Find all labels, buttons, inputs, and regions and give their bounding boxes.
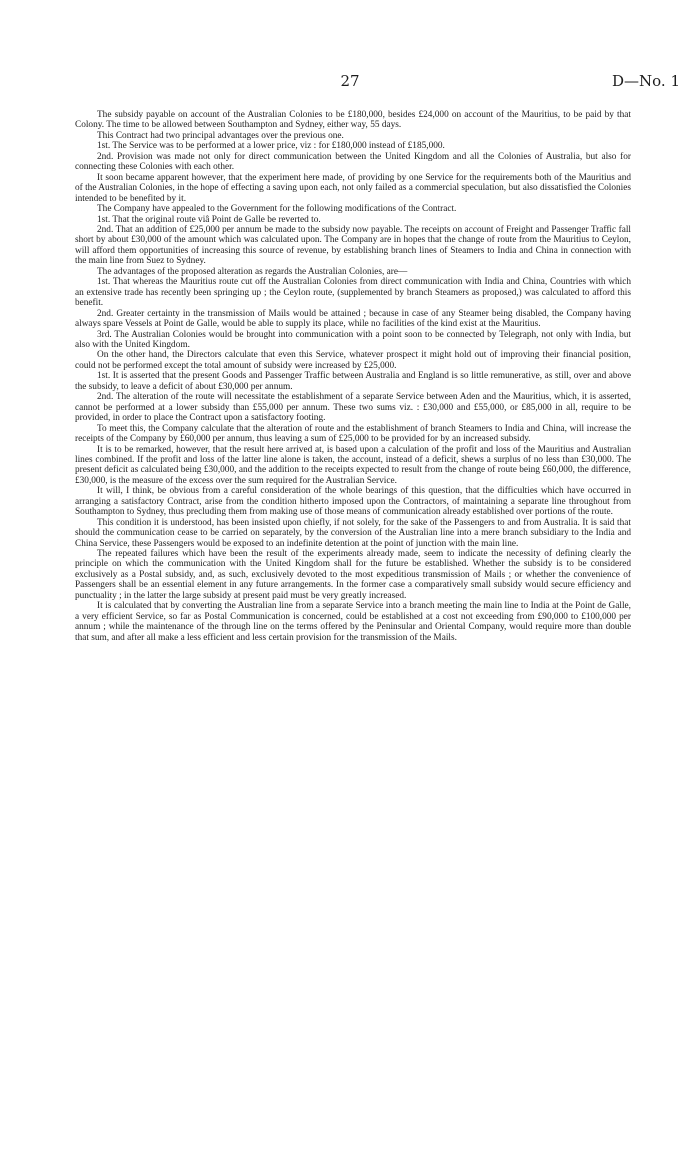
paragraph: It soon became apparent however, that the experiment here made, of providing by one Service for the requirements both of the Mauritius and of the Australian Colonies, in the hope of effecting a saving upon each, not only failed as a commercial speculation, but also dissatisfied the Colonies intended to be benefited by it. bbox=[75, 172, 631, 204]
paragraph: The repeated failures which have been the result of the experiments already made, seem to indicate the necessity of defining clearly the principle on which the communication with the United Kingdom shall for the future be established. Whether the subsidy is to be considered exclusively as a Postal subsidy, and, as such, exclusively devoted to the most expeditious transmission of Mails ; or whether the convenience of Passengers shall be an essential element in any future arrangements. In the former case a comparatively small subsidy would secure efficiency and punctuality ; in the latter the large subsidy at present paid must be very greatly increased. bbox=[75, 549, 631, 601]
paragraph: It is to be remarked, however, that the result here arrived at, is based upon a calculation of the profit and loss of the Mauritius and Australian lines combined. If the profit and loss of the latter line alone is taken, the account, instead of a deficit, shews a surplus of no less than £30,000. The present deficit as calculated being £30,000, and the addition to the receipts expected to result from the change of route being £60,000, the difference, £30,000, is the measure of the excess over the sum required for the Australian Service. bbox=[75, 444, 631, 486]
paragraph: The advantages of the proposed alteration as regards the Australian Colonies, are— bbox=[97, 266, 408, 277]
paragraph: 3rd. The Australian Colonies would be brought into communication with a point soon to be connected by Telegraph, not only with India, but also with the United Kingdom. bbox=[75, 329, 631, 350]
paragraph: 2nd. Greater certainty in the transmission of Mails would be attained ; because in case of any Steamer being disabled, the Company having always spare Vessels at Point de Galle, would be able to supply its place, while no facilities of the kind exist at the Mauritius. bbox=[75, 308, 631, 330]
paragraph: 2nd. The alteration of the route will necessitate the establishment of a separate Service between Aden and the Mauritius, which, it is asserted, cannot be performed at a lower subsidy than £55,000 per annum. These two sums viz. : £30,000 and £55,000, or £85,000 in all, require to be provided, in order to place the Contract upon a satisfactory footing. bbox=[75, 392, 631, 424]
paragraph: On the other hand, the Directors calculate that even this Service, whatever prospect it might hold out of improving their financial position, could not be performed except the total amount of subsidy were increased by £25,000. bbox=[75, 350, 631, 371]
page-number: 27 bbox=[340, 72, 360, 90]
paragraph: This condition it is understood, has been insisted upon chiefly, if not solely, for the sake of the Passengers to and from Australia. It is said that should the communication cease to be carried on separately, by the conversion of the Australian line into a mere branch subsidiary to the India and China Service, these Passengers would be exposed to an indefinite detention at the point of junction with the main line. bbox=[75, 517, 631, 549]
paragraph: It is calculated that by converting the Australian line from a separate Service into a branch meeting the main line to India at the Point de Galle, a very efficient Service, so far as Postal Communication is concerned, could be established at a cost not exceeding from £90,000 to £100,000 per annum ; while the maintenance of the through line on the terms offered by the Peninsular and Oriental Company, would require more than double that sum, and after all make a less efficient and less certain provision for the transmission of the Mails. bbox=[75, 601, 631, 643]
paragraph: To meet this, the Company calculate that the alteration of route and the establishment of branch Steamers to India and China, will increase the receipts of the Company by £60,000 per annum, thus leaving a sum of £25,000 to be provided for by an increased subsidy. bbox=[75, 423, 631, 445]
paragraph: It will, I think, be obvious from a careful consideration of the whole bearings of this question, that the difficulties which have occurred in arranging a satisfactory Contract, arise from the condition hitherto imposed upon the Contractors, of maintaining a separate line throughout from Southampton to Sydney, thus precluding them from making use of those means of communication already established over portions of the route. bbox=[75, 486, 631, 518]
paragraph: 1st. That whereas the Mauritius route cut off the Australian Colonies from direct communication with India and China, Countries with which an extensive trade has recently been springing up ; the Ceylon route, (supplemented by branch Steamers as proposed,) was calculated to afford this benefit. bbox=[75, 277, 631, 309]
body-text bbox=[75, 110, 631, 643]
document-reference: D—No. 1 bbox=[612, 72, 680, 90]
paragraph: 2nd. Provision was made not only for direct communication between the United Kingdom and all the Colonies of Australia, but also for connecting these Colonies with each other. bbox=[75, 151, 631, 173]
paragraph: The subsidy payable on account of the Australian Colonies to be £180,000, besides £24,000 on account of the Mauritius, to be paid by that Colony. The time to be allowed between Southampton and Sydney, either way, 55 days. bbox=[75, 110, 631, 131]
paragraph: This Contract had two principal advantages over the previous one. bbox=[97, 130, 344, 141]
paragraph: The Company have appealed to the Government for the following modifications of the Contract. bbox=[97, 204, 457, 215]
paragraph: 2nd. That an addition of £25,000 per annum be made to the subsidy now payable. The receipts on account of Freight and Passenger Traffic fall short by about £30,000 of the amount which was calculated upon. The Company are in hopes that the change of route from the Mauritius to Ceylon, will afford them opportunities of increasing this source of revenue, by establishing branch lines of Steamers to India and China in connection with the main line from Suez to Sydney. bbox=[75, 224, 631, 267]
paragraph: 1st. It is asserted that the present Goods and Passenger Traffic between Australia and England is so little remunerative, as still, over and above the subsidy, to leave a deficit of about £30,000 per annum. bbox=[75, 371, 631, 392]
paragraph: 1st. The Service was to be performed at a lower price, viz : for £180,000 instead of £185,000. bbox=[97, 141, 445, 152]
paragraph: 1st. That the original route viâ Point de Galle be reverted to. bbox=[97, 214, 321, 225]
